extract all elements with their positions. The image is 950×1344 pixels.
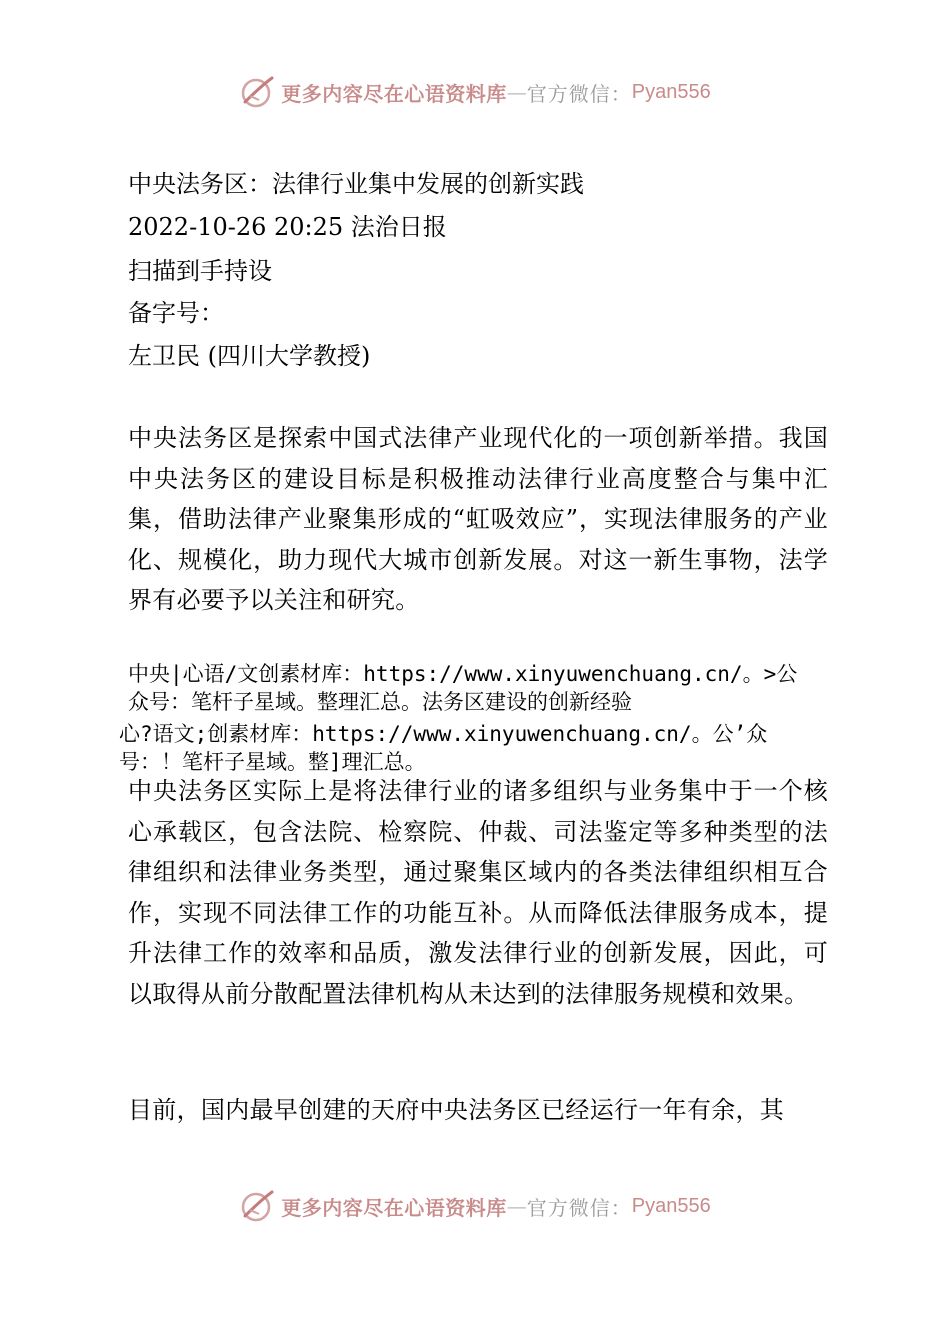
watermark-line: 心?语文;创素材库：https://www.xinyuwenchuang.cn/。公’众 — [119, 722, 768, 746]
brush-logo-icon — [239, 1188, 275, 1224]
paragraph-current: 目前，国内最早创建的天府中央法务区已经运行一年有余，其 — [128, 1096, 785, 1124]
brush-logo-icon — [239, 74, 275, 110]
banner-dash: — — [506, 80, 527, 104]
footer-banner — [0, 1184, 950, 1228]
record-line: 备字号： — [128, 299, 224, 327]
header-banner — [0, 70, 950, 114]
watermark-line: 中央|心语/文创素材库：https://www.xinyuwenchuang.cn/。>公 — [128, 662, 798, 686]
banner-dash: — — [506, 1194, 527, 1218]
banner-wechat-id: Pyan556 — [631, 80, 711, 103]
article-meta: 2022-10-26 20:25 法治日报 — [128, 213, 447, 241]
article-title: 中央法务区：法律行业集中发展的创新实践 — [128, 170, 584, 198]
paragraph-body: 中央法务区实际上是将法律行业的诸多组织与业务集中于一个核心承载区，包含法院、检察院、仲裁、司法鉴定等多种类型的法律组织和法律业务类型，通过聚集区域内的各类法律组织相互合作，实现不同法律工作的功能互补。从而降低法律服务成本，提升法律工作的效率和品质，激发法律行业的创新发展，因此，可以取得从前分散配置法律机构从未达到的法律服务规模和效果。 — [128, 777, 828, 1008]
banner-text: 更多内容尽在心语资料库 — [281, 81, 507, 106]
watermark-line: 众号：笔杆子星域。整理汇总。法务区建设的创新经验 — [128, 690, 632, 714]
scan-line: 扫描到手持设 — [128, 257, 272, 285]
paragraph-intro: 中央法务区是探索中国式法律产业现代化的一项创新举措。我国中央法务区的建设目标是积极推动法律行业高度整合与集中汇集，借助法律产业聚集形成的“虹吸效应”，实现法律服务的产业化、规模化，助力现代大城市创新发展。对这一新生事物，法学界有必要予以关注和研究。 — [128, 424, 828, 614]
banner-wechat-label: 官方微信： — [526, 1195, 632, 1220]
banner-wechat-label: 官方微信： — [526, 81, 632, 106]
banner-text: 更多内容尽在心语资料库 — [281, 1195, 507, 1220]
article-author: 左卫民 (四川大学教授) — [128, 342, 371, 370]
watermark-line: 号：！笔杆子星域。整]理汇总。 — [119, 750, 426, 774]
banner-wechat-id: Pyan556 — [631, 1194, 711, 1217]
